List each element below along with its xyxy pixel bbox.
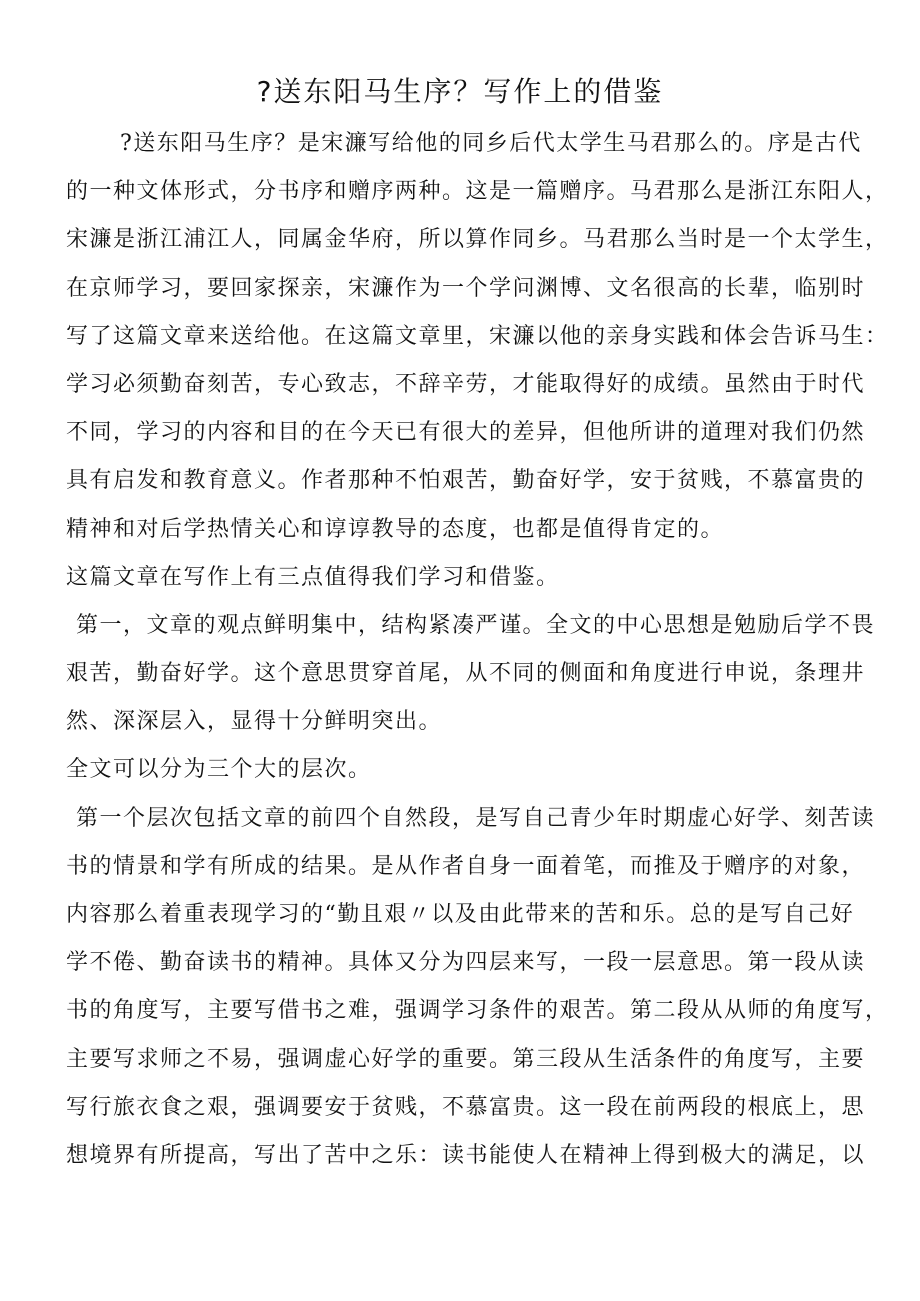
text-line: 在京师学习，要回家探亲，宋濂作为一个学问渊博、文名很高的长辈，临别时 <box>66 275 866 301</box>
text-line: 主要写求师之不易，强调虚心好学的重要。第三段从生活条件的角度写，主要 <box>66 1046 866 1072</box>
document-body <box>66 120 889 1180</box>
text-line: 精神和对后学热情关心和谆谆教导的态度，也都是值得肯定的。 <box>66 516 725 542</box>
document-title: ?送东阳马生序？写作上的借鉴 <box>256 75 664 108</box>
text-line: 这篇文章在写作上有三点值得我们学习和借鉴。 <box>66 564 560 590</box>
text-line: 写了这篇文章来送给他。在这篇文章里，宋濂以他的亲身实践和体会告诉马生： <box>66 323 889 349</box>
text-line: 书的情景和学有所成的结果。是从作者自身一面着笔，而推及于赠序的对象， <box>66 853 866 879</box>
text-line: 的一种文体形式，分书序和赠序两种。这是一篇赠序。马君那么是浙江东阳人， <box>66 179 889 205</box>
text-line: 不同，学习的内容和目的在今天已有很大的差异，但他所讲的道理对我们仍然 <box>66 420 866 446</box>
text-line: 具有启发和教育意义。作者那种不怕艰苦，勤奋好学，安于贫贱，不慕富贵的 <box>66 468 866 494</box>
text-line: 全文可以分为三个大的层次。 <box>66 757 372 783</box>
text-line: 宋濂是浙江浦江人，同属金华府，所以算作同乡。马君那么当时是一个太学生， <box>66 227 889 253</box>
text-line: 写行旅衣食之艰，强调要安于贫贱，不慕富贵。这一段在前两段的根底上，思 <box>66 1094 866 1120</box>
text-line: 艰苦，勤奋好学。这个意思贯穿首尾，从不同的侧面和角度进行申说，条理井 <box>66 661 866 687</box>
text-line: ?送东阳马生序？是宋濂写给他的同乡后代太学生马君那么的。序是古代 <box>120 131 862 156</box>
text-line: 然、深深层入，显得十分鲜明突出。 <box>66 709 443 735</box>
text-line: 学不倦、勤奋读书的精神。具体又分为四层来写，一段一层意思。第一段从读 <box>66 950 866 976</box>
text-line: 书的角度写，主要写借书之难，强调学习条件的艰苦。第二段从从师的角度写， <box>66 998 889 1024</box>
text-line: 内容那么着重表现学习的“勤且艰〃以及由此带来的苦和乐。总的是写自己好 <box>66 902 855 927</box>
text-line: 第一个层次包括文章的前四个自然段，是写自己青少年时期虚心好学、刻苦读 <box>76 805 876 831</box>
text-line: 第一，文章的观点鲜明集中，结构紧凑严谨。全文的中心思想是勉励后学不畏 <box>76 612 876 638</box>
text-line: 学习必须勤奋刻苦，专心致志，不辞辛劳，才能取得好的成绩。虽然由于时代 <box>66 371 866 397</box>
text-line: 想境界有所提高，写出了苦中之乐：读书能使人在精神上得到极大的满足，以 <box>66 1142 866 1168</box>
